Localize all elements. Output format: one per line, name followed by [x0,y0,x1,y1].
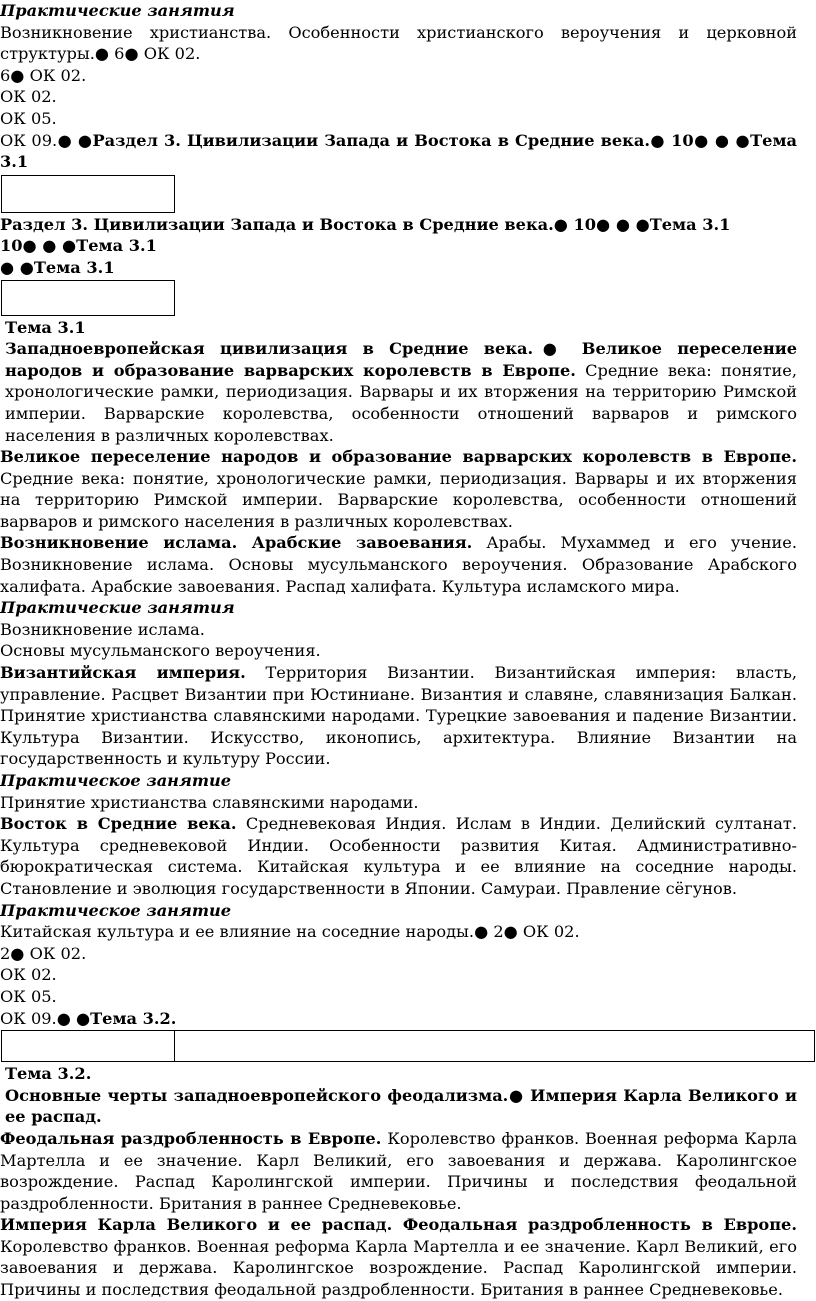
text-run: Основы мусульманского вероучения. [0,641,321,661]
paragraph [0,108,797,130]
text-run: Китайская культура и ее влияние на соседние народы.● 2● ОК 02. [0,922,580,942]
paragraph [0,235,797,257]
bold-text: Византийская империя. [0,663,246,683]
paragraph [0,900,797,922]
paragraph [0,964,797,986]
text-run: Арабы. Мухаммед и его учение. Возникновение ислама. Основы мусульманского вероучения. Образование Арабского халифата. Арабские завоевания. Распад халифата. Культура исламского мира. [0,533,798,596]
bold-text: ● ●Тема 3.1 [0,257,115,277]
paragraph [0,338,797,446]
text-run: Средневековая Индия. Ислам в Индии. Делийский султанат. Культура средневековой Индии. Особенности развития Китая. Административно- бюрократическая система. Китайская культура и ее влияние на соседние народы. Становление и эволюция государственности в Японии. Самураи. Правление сёгунов. [0,814,798,898]
paragraph [0,662,797,770]
italic-heading: Практические занятия [0,1,235,20]
paragraph [0,65,797,87]
text-run: ОК 09.● ● [0,130,93,150]
text-run: Средние века: понятие, хронологические рамки, периодизация. Варвары и их вторжения на территорию Римской империи. Варварские королевства, особенности отношений варваров и римского населения в различных королевствах. [5,360,798,445]
paragraph [0,86,797,108]
bold-text: Тема 3.1 [5,317,86,337]
text-run: ОК 05. [0,108,57,128]
bold-text: Западноевропейская цивилизация в Средние века.● Великое переселение народов и образование варварских королевств в Европе. [5,339,797,380]
paragraph [0,921,797,943]
italic-heading: Практические занятия [0,598,235,618]
bold-text: Основные черты западноевропейского феодализма.● Империя Карла Великого и ее распад. [5,1085,797,1127]
bold-text: Тема 3.2. [90,1008,177,1028]
paragraph [0,619,797,641]
text-run: Возникновение ислама. [0,619,205,639]
empty-table-cell [1,175,175,213]
text-run: Принятие христианства славянскими народами. [0,792,419,812]
paragraph [0,986,797,1008]
paragraph [0,130,797,173]
bold-text: Великое переселение народов и образование варварских королевств в Европе. [0,447,797,467]
paragraph [0,792,797,814]
paragraph [0,532,797,597]
paragraph [0,1008,797,1030]
text-run: ОК 05. [0,986,57,1006]
bold-text: Тема 3.2. [5,1064,92,1084]
paragraph [0,1128,797,1214]
paragraph [0,317,797,339]
text-run: 2● ОК 02. [0,943,87,963]
bold-text: Империя Карла Великого и ее распад. Феодальная раздробленность в Европе. [0,1215,797,1235]
paragraph [0,257,797,279]
bold-text: Раздел 3. Цивилизации Запада и Востока в Средние века.● 10● ● ●Тема 3.1 [0,130,797,172]
paragraph [0,0,797,22]
table-cell [2,1031,175,1061]
table-cell [175,1031,814,1061]
text-run: ОК 02. [0,87,57,107]
paragraph [0,1063,797,1085]
bold-text: Восток в Средние века. [0,814,237,834]
text-run: 6● ОК 02. [0,65,87,85]
paragraph [0,214,797,236]
paragraph [0,1214,797,1300]
text-run: Средние века: понятие, хронологические рамки, периодизация. Варвары и их вторжения на территорию Римской империи. Варварские королевства, особенности отношений варваров и римского населения в различных королевствах. [0,468,797,531]
paragraph [0,446,797,532]
text-run: Территория Византии. Византийская империя: власть, управление. Расцвет Византии при Юстиниане. Византия и славяне, славянизация Балкан. Принятие христианства славянскими народами. Турецкие завоевания и падение Византии. Культура Византии. Искусство, иконопись, архитектура. Влияние Византии на государственность и культуру России. [0,663,797,769]
paragraph [0,22,797,65]
empty-table-row [1,1030,815,1062]
text-run: Возникновение христианства. Особенности христианского вероучения и церковной структуры.● 6● ОК 02. [0,22,797,64]
paragraph [0,813,797,899]
bold-text: Возникновение ислама. Арабские завоевания. [0,533,473,553]
text-run: Королевство франков. Военная реформа Карла Мартелла и ее значение. Карл Великий, его завоевания и держава. Каролингское возрождение. Распад Каролингской империи. Причины и последствия феодальной раздробленности. Британия в раннее Средневековье. [0,1236,797,1300]
italic-heading: Практическое занятие [0,900,232,920]
bold-text: 10● ● ●Тема 3.1 [0,236,157,256]
paragraph [0,770,797,792]
paragraph [0,640,797,662]
italic-heading: Практическое занятие [0,771,232,790]
text-run: Королевство франков. Военная реформа Карла Мартелла и ее значение. Карл Великий, его завоевания и держава. Каролингское возрождение. Распад Каролингской империи. Причины и последствия феодальной раздробленности. Британия в раннее Средневековье. [0,1128,797,1213]
paragraph [0,597,797,619]
paragraph [0,1085,797,1128]
text-run: ОК 02. [0,965,57,985]
text-run: ОК 09.● ● [0,1008,91,1028]
bold-text: Феодальная раздробленность в Европе. [0,1128,382,1148]
bold-text: Раздел 3. Цивилизации Запада и Востока в Средние века.● 10● ● ●Тема 3.1 [0,214,731,234]
paragraph [0,943,797,965]
empty-table-cell [1,280,175,316]
